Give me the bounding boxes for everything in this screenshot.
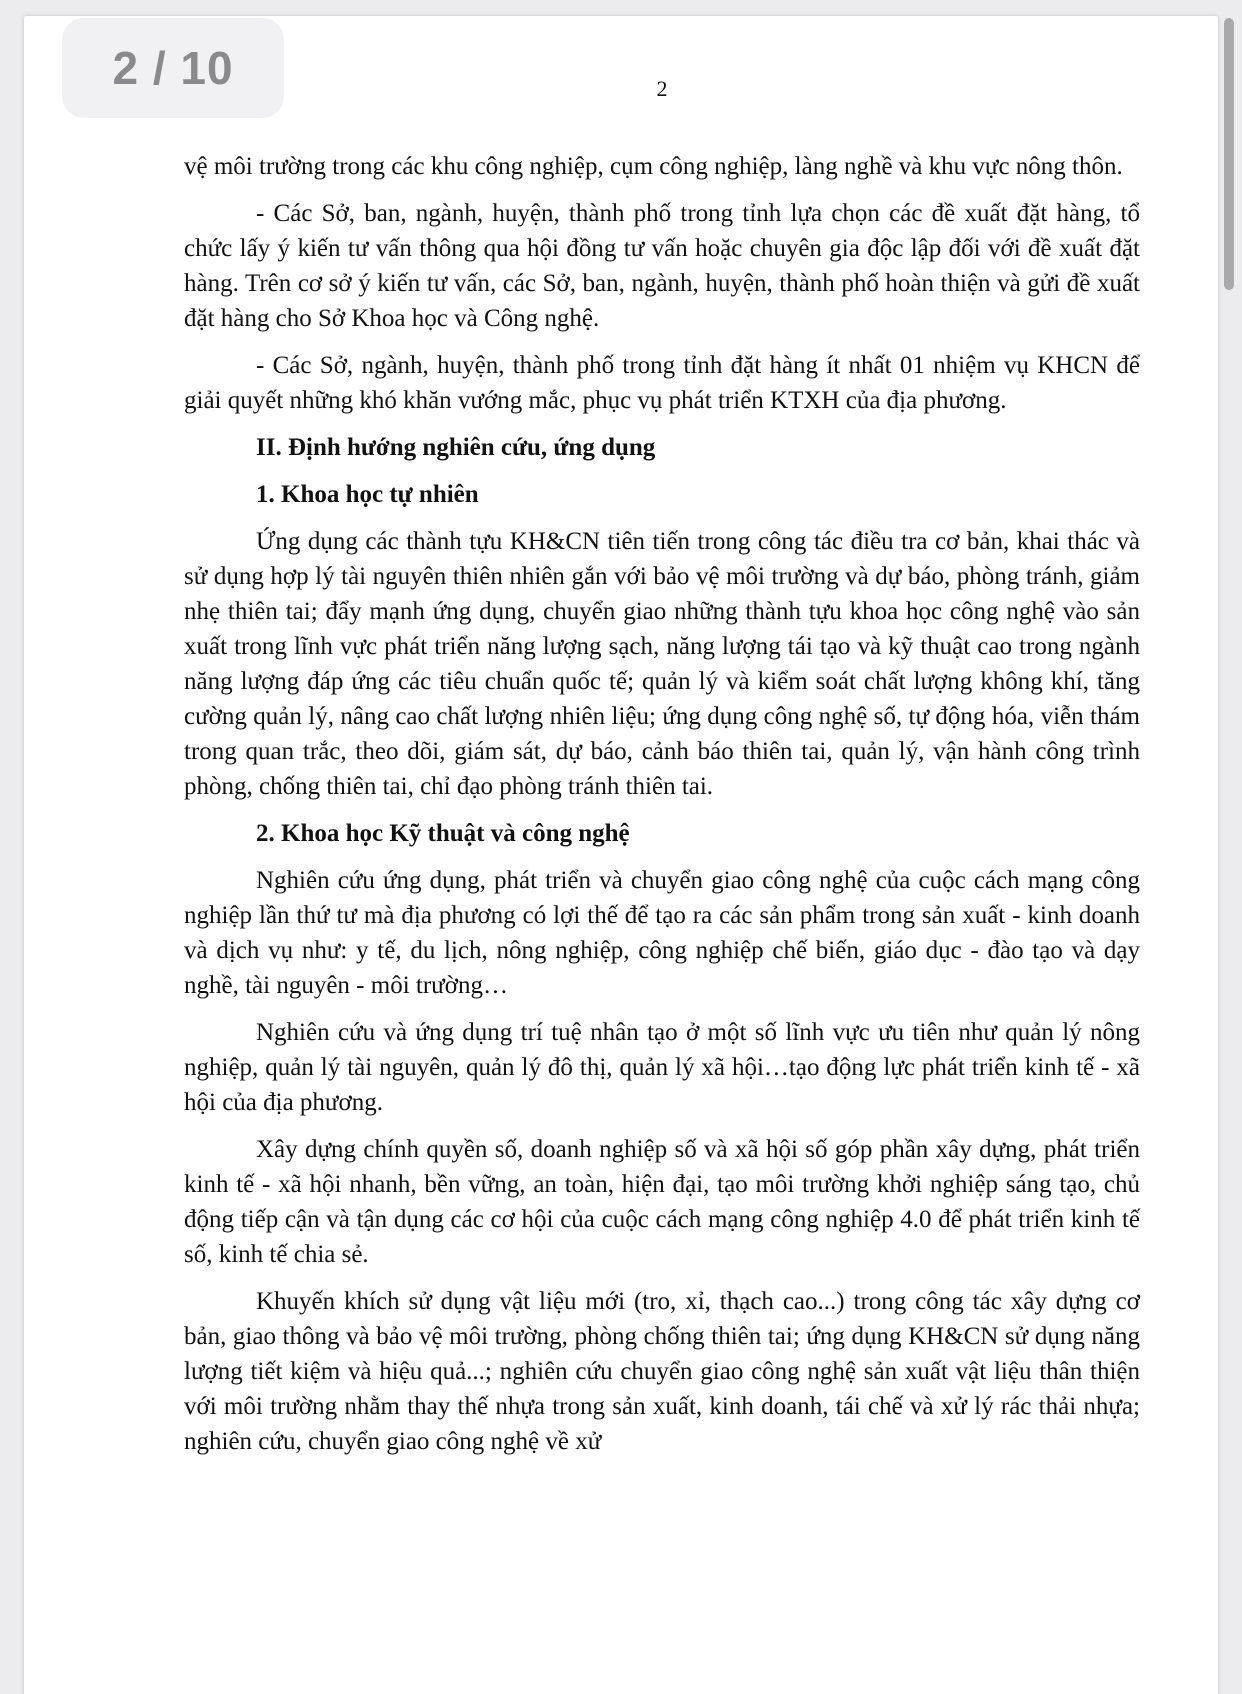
section-heading: II. Định hướng nghiên cứu, ứng dụng	[256, 434, 656, 461]
paragraph-order-proposals: - Các Sở, ban, ngành, huyện, thành phố trong tỉnh lựa chọn các đề xuất đặt hàng, tổ chức lấy ý kiến tư vấn thông qua hội đồng tư vấn hoặc chuyên gia độc lập đối với đề xuất đặt hàng. Trên cơ sở ý kiến tư vấn, các Sở, ban, ngành, huyện, thành phố hoàn thiện và gửi đề xuất đặt hàng cho Sở Khoa học và Công nghệ.	[184, 200, 1140, 332]
page-number: 2	[656, 76, 668, 101]
document-body	[184, 149, 1140, 1471]
paragraph-ai: Nghiên cứu và ứng dụng trí tuệ nhân tạo ở một số lĩnh vực ưu tiên như quản lý nông nghiệp, quản lý tài nguyên, quản lý đô thị, quản lý xã hội…tạo động lực phát triển kinh tế - xã hội của địa phương.	[184, 1019, 1140, 1116]
paragraph-digital-government: Xây dựng chính quyền số, doanh nghiệp số và xã hội số góp phần xây dựng, phát triển kinh tế - xã hội nhanh, bền vững, an toàn, hiện đại, tạo môi trường khởi nghiệp sáng tạo, chủ động tiếp cận và tận dụng các cơ hội của cuộc cách mạng công nghiệp 4.0 để phát triển kinh tế số, kinh tế chia sẻ.	[184, 1136, 1140, 1268]
paragraph-tech-transfer: Nghiên cứu ứng dụng, phát triển và chuyển giao công nghệ của cuộc cách mạng công nghiệp lần thứ tư mà địa phương có lợi thế để tạo ra các sản phẩm trong sản xuất - kinh doanh và dịch vụ như: y tế, du lịch, nông nghiệp, công nghiệp chế biến, giáo dục - đào tạo và dạy nghề, tài nguyên - môi trường…	[184, 867, 1140, 999]
subsection-heading-engineering: 2. Khoa học Kỹ thuật và công nghệ	[256, 820, 630, 847]
paragraph-order-tasks: - Các Sở, ngành, huyện, thành phố trong tỉnh đặt hàng ít nhất 01 nhiệm vụ KHCN để giải quyết những khó khăn vướng mắc, phục vụ phát triển KTXH của địa phương.	[184, 352, 1140, 414]
vertical-scrollbar[interactable]	[1224, 18, 1234, 290]
page-counter-badge: 2 / 10	[62, 18, 284, 118]
paragraph-continued: vệ môi trường trong các khu công nghiệp, cụm công nghiệp, làng nghề và khu vực nông thôn.	[184, 153, 1123, 180]
paragraph-new-materials: Khuyến khích sử dụng vật liệu mới (tro, xỉ, thạch cao...) trong công tác xây dựng cơ bản, giao thông và bảo vệ môi trường, phòng chống thiên tai; ứng dụng KH&CN sử dụng năng lượng tiết kiệm và hiệu quả...; nghiên cứu chuyển giao công nghệ sản xuất vật liệu thân thiện với môi trường nhằm thay thế nhựa trong sản xuất, kinh doanh, tái chế và xử lý rác thải nhựa; nghiên cứu, chuyển giao công nghệ về xử	[184, 1288, 1140, 1455]
subsection-heading-natural-science: 1. Khoa học tự nhiên	[256, 481, 479, 508]
document-page	[24, 16, 1218, 1694]
paragraph-natural-science: Ứng dụng các thành tựu KH&CN tiên tiến trong công tác điều tra cơ bản, khai thác và sử dụng hợp lý tài nguyên thiên nhiên gắn với bảo vệ môi trường và dự báo, phòng tránh, giảm nhẹ thiên tai; đẩy mạnh ứng dụng, chuyển giao những thành tựu khoa học công nghệ vào sản xuất trong lĩnh vực phát triển năng lượng sạch, năng lượng tái tạo và kỹ thuật cao trong ngành năng lượng đáp ứng các tiêu chuẩn quốc tế; quản lý và kiểm soát chất lượng không khí, tăng cường quản lý, nâng cao chất lượng nhiên liệu; ứng dụng công nghệ số, tự động hóa, viễn thám trong quan trắc, theo dõi, giám sát, dự báo, cảnh báo thiên tai, quản lý, vận hành công trình phòng, chống thiên tai, chỉ đạo phòng tránh thiên tai.	[184, 528, 1140, 800]
